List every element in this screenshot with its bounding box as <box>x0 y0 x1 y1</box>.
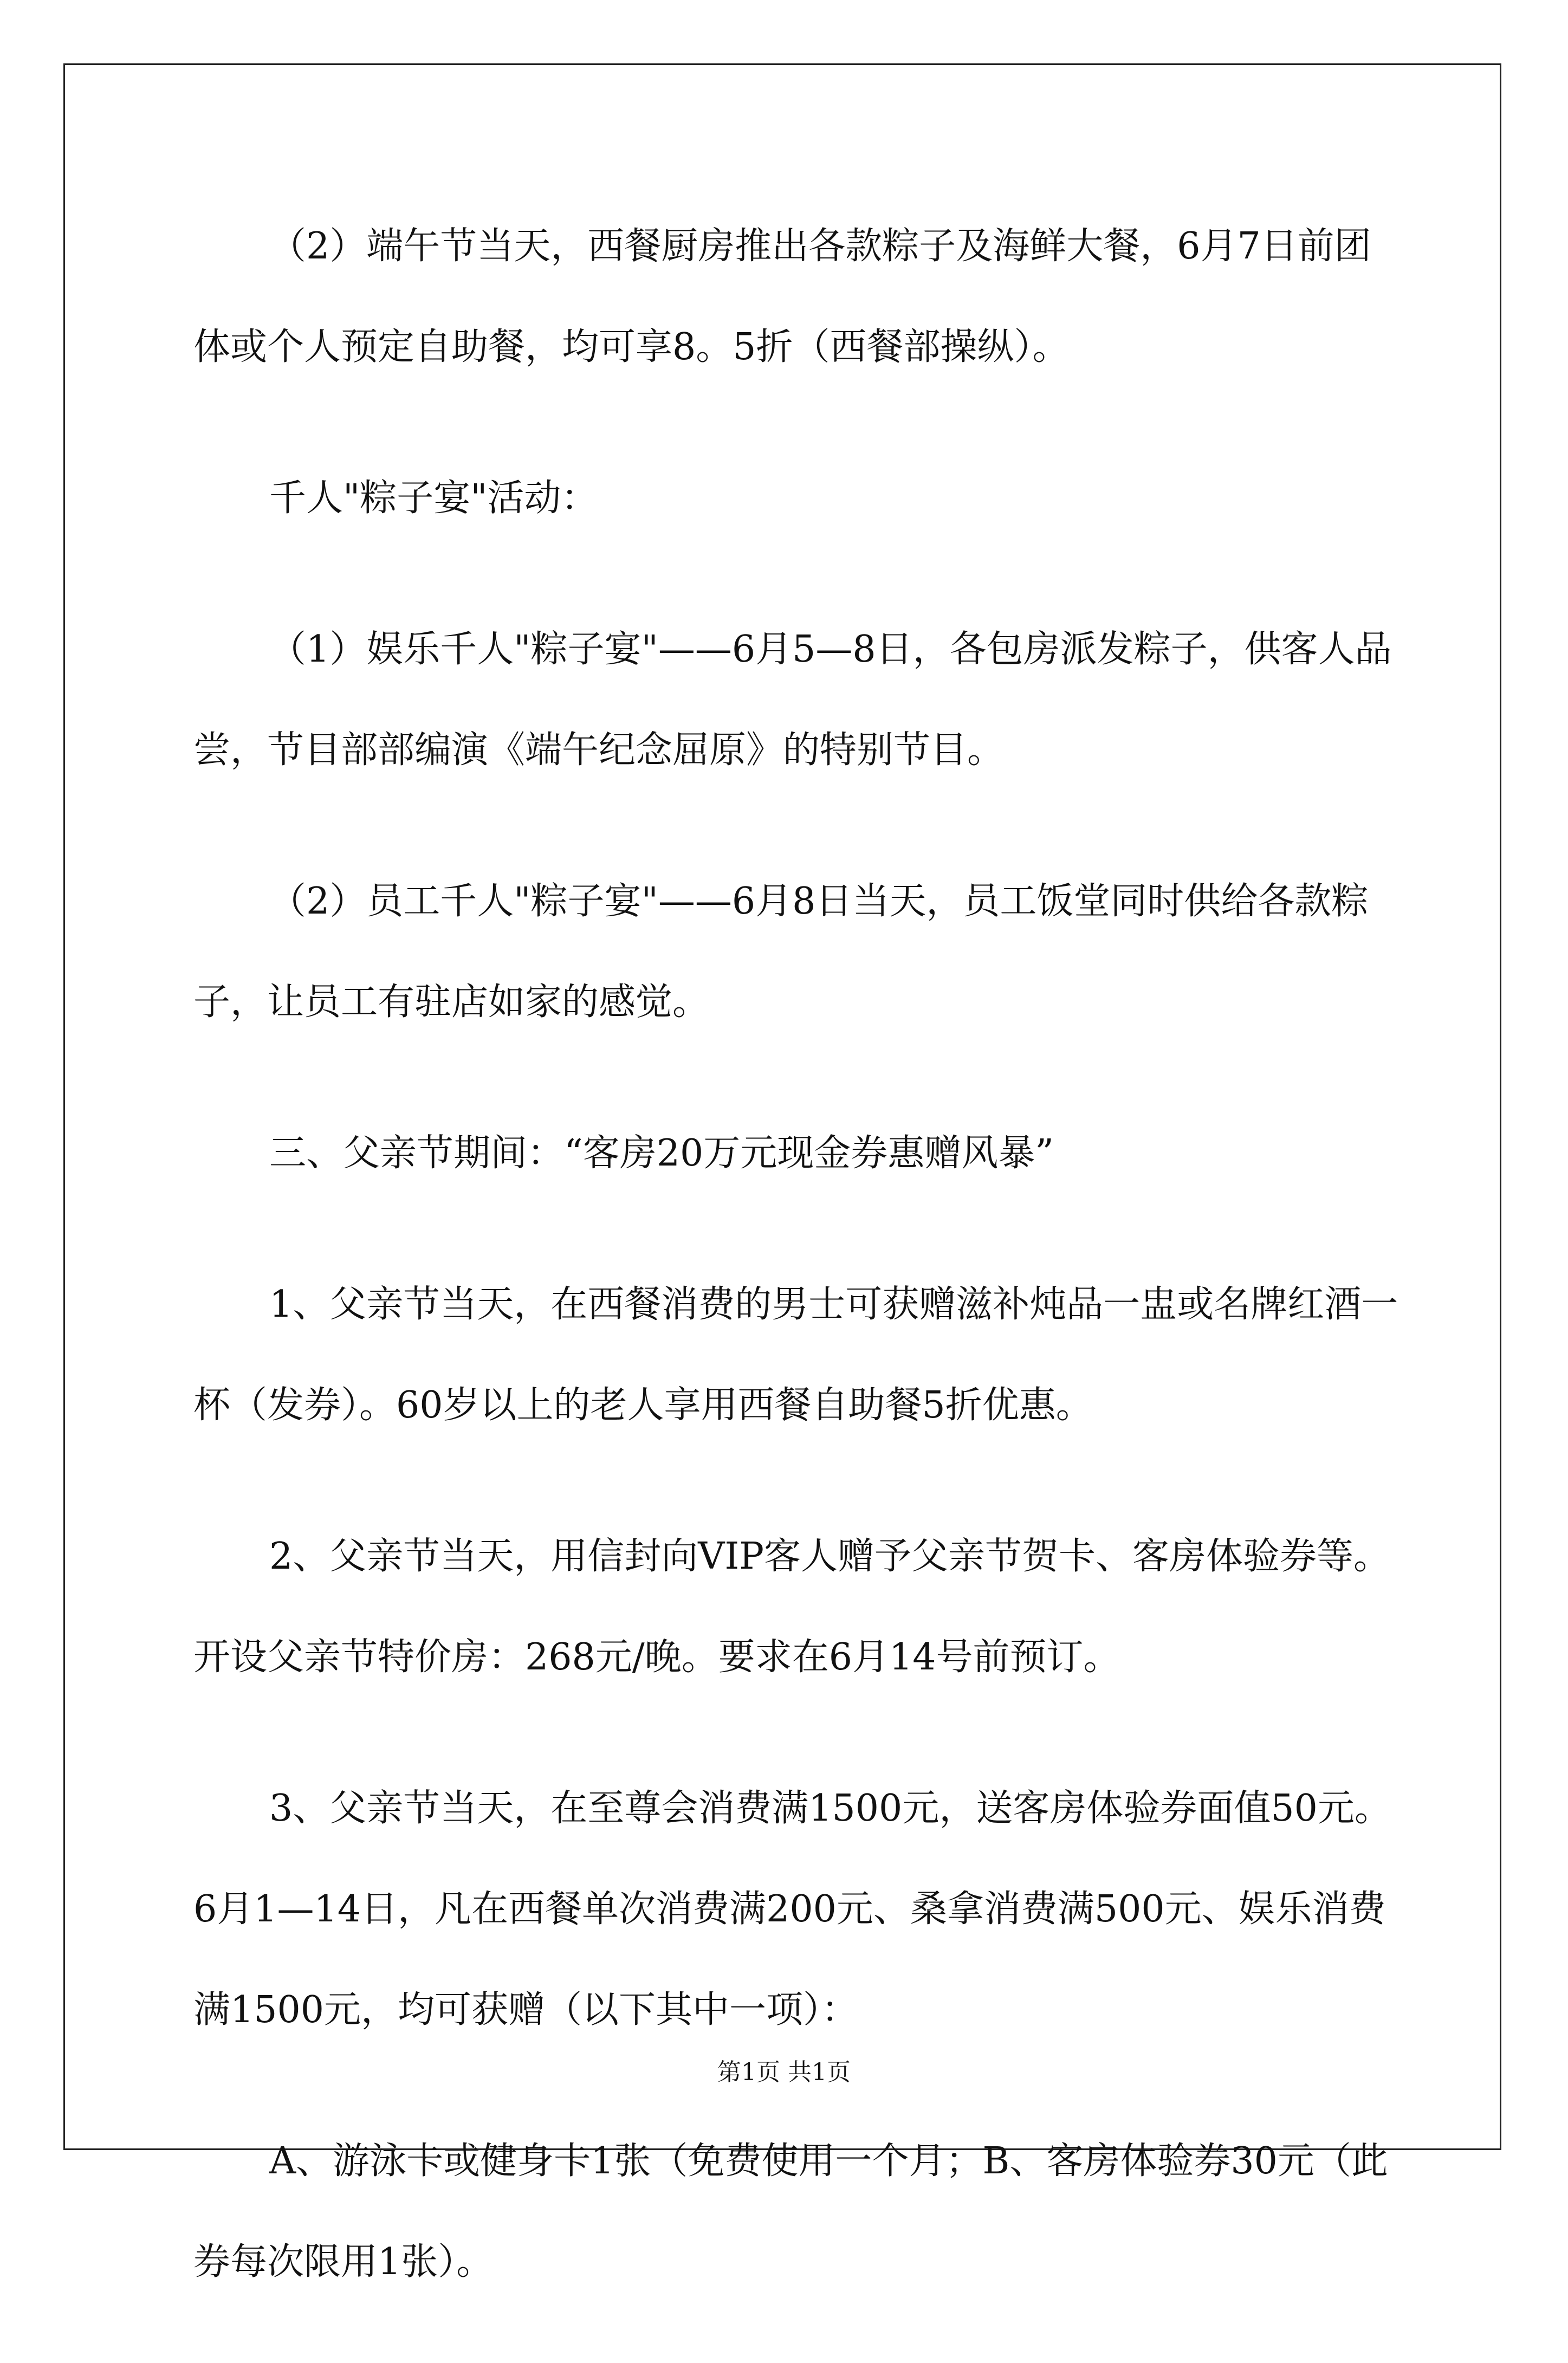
page-number-footer: 第1页 共1页 <box>717 2058 851 2086</box>
section-heading: 三、父亲节期间：“客房20万元现金券惠赠风暴” <box>269 1132 1054 1175</box>
paragraph: （2）端午节当天，西餐厨房推出各款粽子及海鲜大餐，6月7日前团体或个人预定自助餐，均可享8。5折（西餐部操纵）。 <box>193 225 1371 368</box>
paragraph: 3、父亲节当天，在至尊会消费满1500元，送客房体验券面值50元。6月1—14日，凡在西餐单次消费满200元、桑拿消费满500元、娱乐消费满1500元，均可获赠（以下其中一项）： <box>193 1787 1391 2031</box>
paragraph: 千人"粽子宴"活动： <box>269 477 598 520</box>
paragraph: A、游泳卡或健身卡1张（免费使用一个月；B、客房体验券30元（此券每次限用1张）。 <box>193 2140 1388 2283</box>
paragraph: （2）员工千人"粽子宴"——6月8日当天，员工饭堂同时供给各款粽子，让员工有驻店如家的感觉。 <box>193 880 1369 1024</box>
document-body <box>193 196 1402 2363</box>
paragraph: （1）娱乐千人"粽子宴"——6月5—8日，各包房派发粽子，供客人品尝，节目部部编演《端午纪念屈原》的特别节目。 <box>193 628 1392 772</box>
paragraph: 1、父亲节当天，在西餐消费的男士可获赠滋补炖品一盅或名牌红酒一杯（发券）。60岁以上的老人享用西餐自助餐5折优惠。 <box>193 1283 1398 1427</box>
paragraph: 2、父亲节当天，用信封向VIP客人赠予父亲节贺卡、客房体验券等。开设父亲节特价房：268元/晚。要求在6月14号前预订。 <box>193 1535 1390 1679</box>
